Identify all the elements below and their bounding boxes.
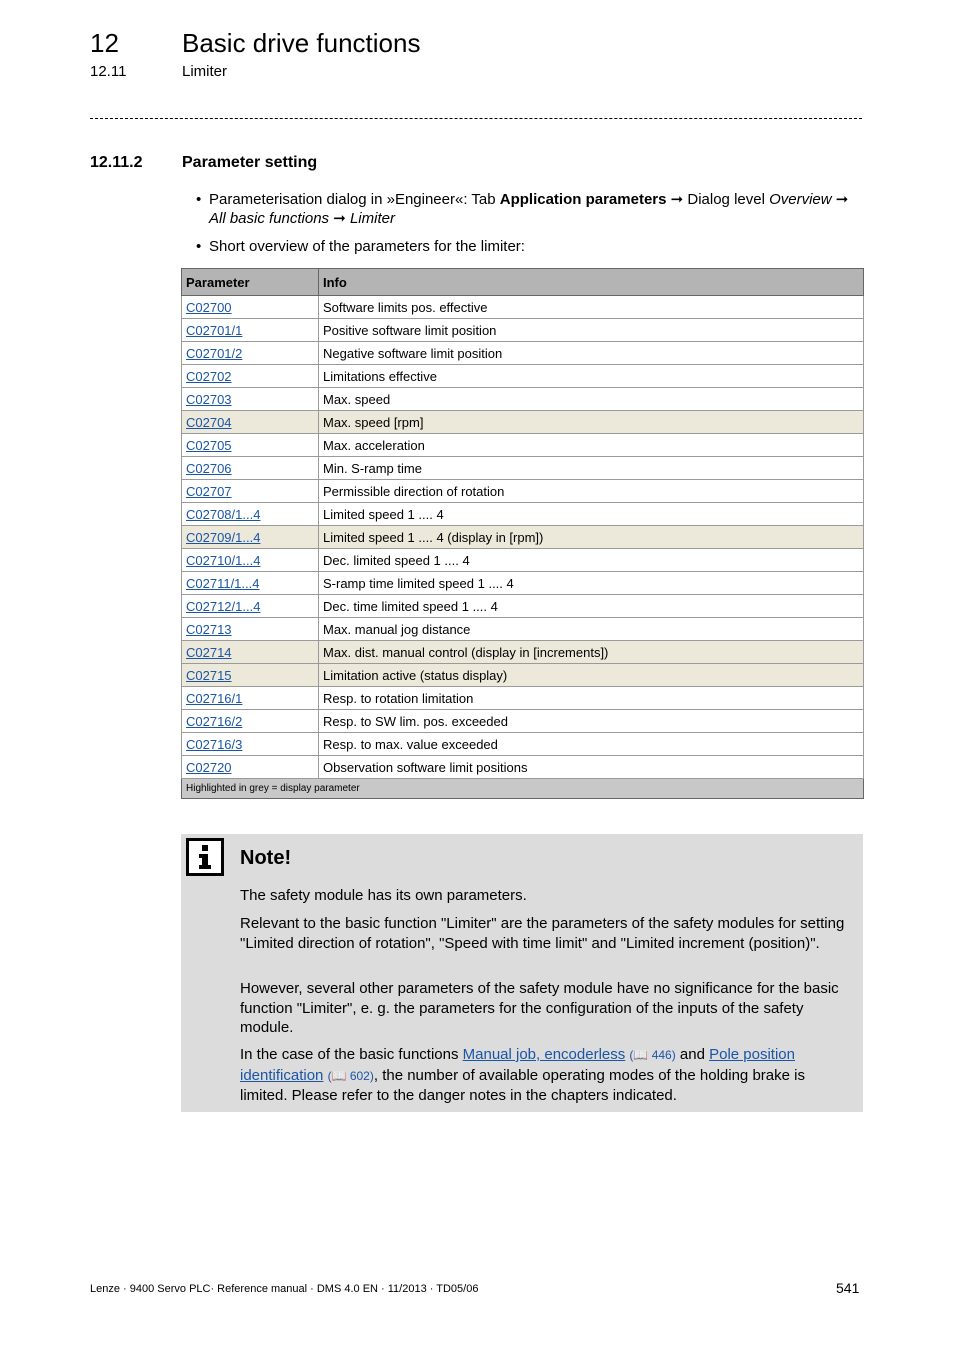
parameter-info: Resp. to max. value exceeded	[319, 733, 864, 756]
parameter-info: Limitations effective	[319, 365, 864, 388]
parameter-info: Dec. time limited speed 1 .... 4	[319, 595, 864, 618]
bullet-marker: •	[196, 191, 202, 208]
arrow-icon: ➞	[329, 210, 350, 227]
parameter-link[interactable]: C02710/1...4	[186, 552, 261, 568]
parameter-link[interactable]: C02711/1...4	[186, 575, 260, 591]
parameter-info: Resp. to rotation limitation	[319, 687, 864, 710]
table-row	[182, 733, 864, 756]
footer-doc-info: Lenze · 9400 Servo PLC· Reference manual · DMS 4.0 EN · 11/2013 · TD05/06	[90, 1283, 479, 1295]
parameter-info: Limited speed 1 .... 4	[319, 503, 864, 526]
table-header-row	[182, 269, 864, 296]
parameter-info: Max. speed [rpm]	[319, 411, 864, 434]
bullet-dialog-path	[209, 190, 864, 228]
note-paragraph: Relevant to the basic function "Limiter" are the parameters of the safety modules for setting "Limited direction of rotation", "Speed with time limit" and "Limited increment (position)".	[240, 915, 845, 952]
dialog-level-label: Dialog level	[687, 191, 770, 208]
parameter-info: Negative software limit position	[319, 342, 864, 365]
parameter-link[interactable]: C02705	[186, 437, 232, 453]
parameter-info: S-ramp time limited speed 1 .... 4	[319, 572, 864, 595]
parameter-link[interactable]: C02700	[186, 299, 232, 315]
note-text: , the number of available operating modes of the holding brake is limited. Please refer to the danger notes in the chapters indicated.	[240, 1066, 805, 1104]
arrow-icon: ➞	[666, 191, 688, 208]
parameter-link[interactable]: C02701/1	[186, 322, 243, 338]
link-pole-position[interactable]: Pole position identification	[240, 1046, 795, 1084]
table-footer-note: Highlighted in grey = display parameter	[182, 779, 864, 799]
parameter-link[interactable]: C02713	[186, 621, 232, 637]
parameter-info: Permissible direction of rotation	[319, 480, 864, 503]
table-footer-row	[182, 779, 864, 799]
link-manual-job[interactable]: Manual job, encoderless	[462, 1046, 626, 1063]
table-row	[182, 618, 864, 641]
header-divider	[90, 118, 862, 119]
parameter-info: Max. speed	[319, 388, 864, 411]
parameter-info: Observation software limit positions	[319, 756, 864, 779]
table-row	[182, 687, 864, 710]
parameter-info: Max. acceleration	[319, 434, 864, 457]
table-row	[182, 342, 864, 365]
parameter-link[interactable]: C02716/2	[186, 713, 243, 729]
parameter-link[interactable]: C02716/1	[186, 690, 243, 706]
chapter-number: 12	[90, 28, 119, 58]
all-basic-functions: All basic functions	[209, 210, 330, 227]
parameter-info: Max. dist. manual control (display in [increments])	[319, 641, 864, 664]
parameter-link[interactable]: C02715	[186, 667, 232, 683]
table-row-display-parameter	[182, 664, 864, 687]
tab-name: Application parameters	[499, 191, 667, 208]
bullet-marker: •	[196, 238, 202, 255]
parameter-info: Dec. limited speed 1 .... 4	[319, 549, 864, 572]
parameter-link[interactable]: C02701/2	[186, 345, 243, 361]
parameter-link[interactable]: C02706	[186, 460, 232, 476]
chapter-title: Basic drive functions	[182, 28, 421, 58]
table-row	[182, 434, 864, 457]
parameter-link[interactable]: C02716/3	[186, 736, 243, 752]
parameter-link[interactable]: C02709/1...4	[186, 529, 261, 545]
column-header-info: Info	[319, 269, 864, 296]
subsection-number: 12.11.2	[90, 154, 143, 171]
table-row	[182, 296, 864, 319]
table-row	[182, 595, 864, 618]
table-row	[182, 365, 864, 388]
parameter-info: Min. S-ramp time	[319, 457, 864, 480]
section-title: Limiter	[182, 63, 228, 80]
info-icon	[186, 838, 224, 876]
bullet-overview: Short overview of the parameters for the limiter:	[209, 238, 525, 255]
limiter-label: Limiter	[349, 210, 395, 227]
parameter-link[interactable]: C02707	[186, 483, 232, 499]
bullet-prefix: Parameterisation dialog in »Engineer«: Tab	[209, 191, 500, 208]
note-text: and	[675, 1046, 710, 1063]
note-text: In the case of the basic functions	[240, 1046, 463, 1063]
note-paragraph-links	[240, 1045, 850, 1106]
arrow-icon: ➞	[831, 191, 849, 208]
dialog-level: Overview	[769, 191, 832, 208]
parameter-info: Positive software limit position	[319, 319, 864, 342]
parameter-link[interactable]: C02708/1...4	[186, 506, 261, 522]
table-row	[182, 549, 864, 572]
table-row-display-parameter	[182, 526, 864, 549]
note-heading: Note!	[240, 847, 292, 869]
parameter-link[interactable]: C02712/1...4	[186, 598, 261, 614]
page-reference[interactable]: (📖 602)	[327, 1068, 374, 1083]
table-row	[182, 710, 864, 733]
table-row	[182, 480, 864, 503]
table-row	[182, 572, 864, 595]
column-header-parameter: Parameter	[182, 269, 319, 296]
note-paragraph: The safety module has its own parameters.	[240, 887, 527, 904]
table-row	[182, 756, 864, 779]
page-number: 541	[836, 1280, 860, 1296]
parameter-link[interactable]: C02720	[186, 759, 232, 775]
parameter-table	[181, 268, 864, 799]
parameter-info: Software limits pos. effective	[319, 296, 864, 319]
parameter-info: Limited speed 1 .... 4 (display in [rpm])	[319, 526, 864, 549]
parameter-link[interactable]: C02703	[186, 391, 232, 407]
parameter-link[interactable]: C02704	[186, 414, 232, 430]
parameter-link[interactable]: C02702	[186, 368, 232, 384]
subsection-title: Parameter setting	[182, 154, 318, 171]
table-row	[182, 388, 864, 411]
table-row-display-parameter	[182, 641, 864, 664]
table-row	[182, 503, 864, 526]
parameter-info: Resp. to SW lim. pos. exceeded	[319, 710, 864, 733]
parameter-info: Max. manual jog distance	[319, 618, 864, 641]
table-row	[182, 319, 864, 342]
note-paragraph: However, several other parameters of the safety module have no significance for the basic function "Limiter", e. g. the parameters for the configuration of the inputs of the safety module.	[240, 980, 839, 1036]
table-row-display-parameter	[182, 411, 864, 434]
page-reference[interactable]: (📖 446)	[629, 1048, 676, 1062]
parameter-info: Limitation active (status display)	[319, 664, 864, 687]
parameter-link[interactable]: C02714	[186, 644, 232, 660]
table-row	[182, 457, 864, 480]
section-number: 12.11	[90, 63, 127, 80]
note-box	[181, 834, 863, 1112]
